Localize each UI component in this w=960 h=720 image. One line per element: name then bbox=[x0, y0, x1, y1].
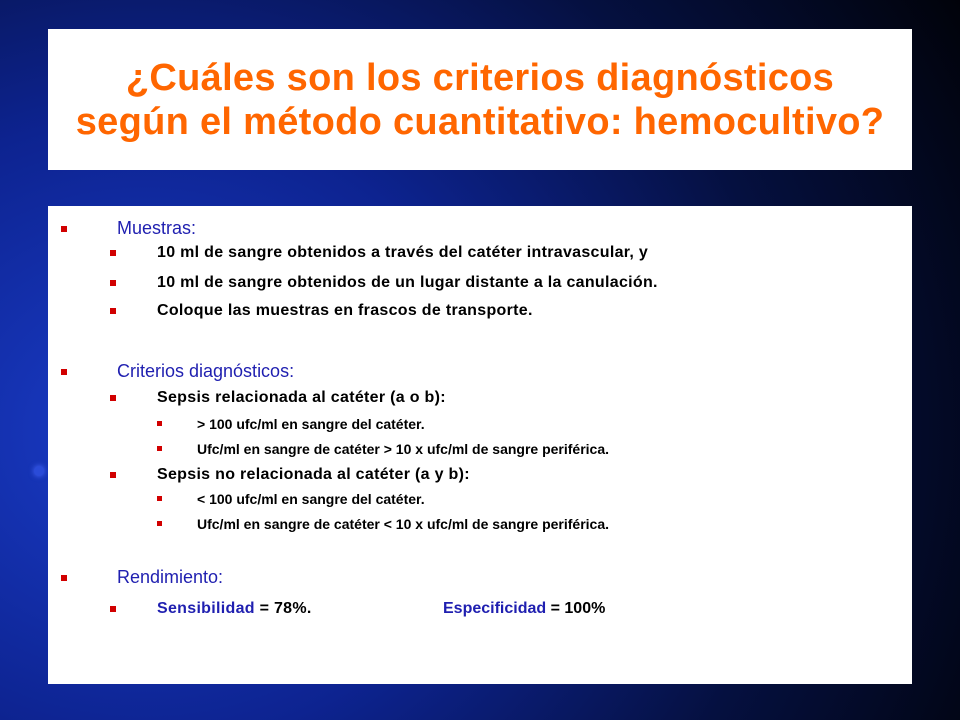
square-bullet-icon bbox=[157, 446, 162, 451]
square-bullet-icon bbox=[157, 421, 162, 426]
criterio-item bbox=[48, 491, 912, 509]
muestras-item-text: Coloque las muestras en frascos de transporte. bbox=[157, 302, 533, 319]
sensibilidad-label: Sensibilidad bbox=[157, 600, 255, 617]
criterio-item-text: > 100 ufc/ml en sangre del catéter. bbox=[197, 416, 425, 432]
muestras-item-text: 10 ml de sangre obtenidos a través del catéter intravascular, y bbox=[157, 244, 649, 261]
criterio-item bbox=[48, 516, 912, 534]
sensibilidad-text bbox=[157, 600, 312, 618]
content-box bbox=[48, 206, 912, 684]
slide-title: ¿Cuáles son los criterios diagnósticos según el método cuantitativo: hemocultivo? bbox=[75, 56, 885, 143]
especificidad-value: = 100% bbox=[546, 600, 606, 617]
square-bullet-icon bbox=[110, 250, 116, 256]
muestras-item-text: 10 ml de sangre obtenidos de un lugar distante a la canulación. bbox=[157, 274, 658, 291]
muestras-heading-row bbox=[48, 218, 912, 240]
square-bullet-icon bbox=[110, 280, 116, 286]
square-bullet-icon bbox=[157, 521, 162, 526]
muestras-heading: Muestras: bbox=[117, 218, 197, 238]
criterio-item-text: Ufc/ml en sangre de catéter > 10 x ufc/ml de sangre periférica. bbox=[197, 441, 610, 457]
criterios-heading: Criterios diagnósticos: bbox=[117, 361, 295, 381]
square-bullet-icon bbox=[61, 369, 67, 375]
criterio-item bbox=[48, 441, 912, 459]
decorative-dot bbox=[34, 466, 44, 476]
square-bullet-icon bbox=[110, 308, 116, 314]
square-bullet-icon bbox=[110, 606, 116, 612]
rendimiento-heading-row bbox=[48, 567, 912, 589]
sepsis-relacionada-row bbox=[48, 389, 912, 411]
rendimiento-heading: Rendimiento: bbox=[117, 567, 224, 587]
especificidad-text bbox=[443, 600, 605, 618]
criterio-item-text: < 100 ufc/ml en sangre del catéter. bbox=[197, 491, 425, 507]
criterio-item bbox=[48, 416, 912, 434]
muestras-item bbox=[48, 302, 912, 324]
title-box bbox=[48, 29, 912, 170]
especificidad-label: Especificidad bbox=[443, 600, 547, 617]
sepsis-relacionada-label: Sepsis relacionada al catéter (a o b): bbox=[157, 389, 446, 406]
square-bullet-icon bbox=[61, 226, 67, 232]
sensibilidad-value: = 78%. bbox=[254, 600, 312, 617]
muestras-item bbox=[48, 274, 912, 296]
sepsis-no-relacionada-label: Sepsis no relacionada al catéter (a y b): bbox=[157, 466, 470, 483]
rendimiento-values-row bbox=[48, 600, 912, 622]
square-bullet-icon bbox=[110, 472, 116, 478]
sepsis-no-relacionada-row bbox=[48, 466, 912, 488]
muestras-item bbox=[48, 244, 912, 266]
square-bullet-icon bbox=[110, 395, 116, 401]
criterios-heading-row bbox=[48, 361, 912, 383]
square-bullet-icon bbox=[157, 496, 162, 501]
criterio-item-text: Ufc/ml en sangre de catéter < 10 x ufc/ml de sangre periférica. bbox=[197, 516, 610, 532]
square-bullet-icon bbox=[61, 575, 67, 581]
